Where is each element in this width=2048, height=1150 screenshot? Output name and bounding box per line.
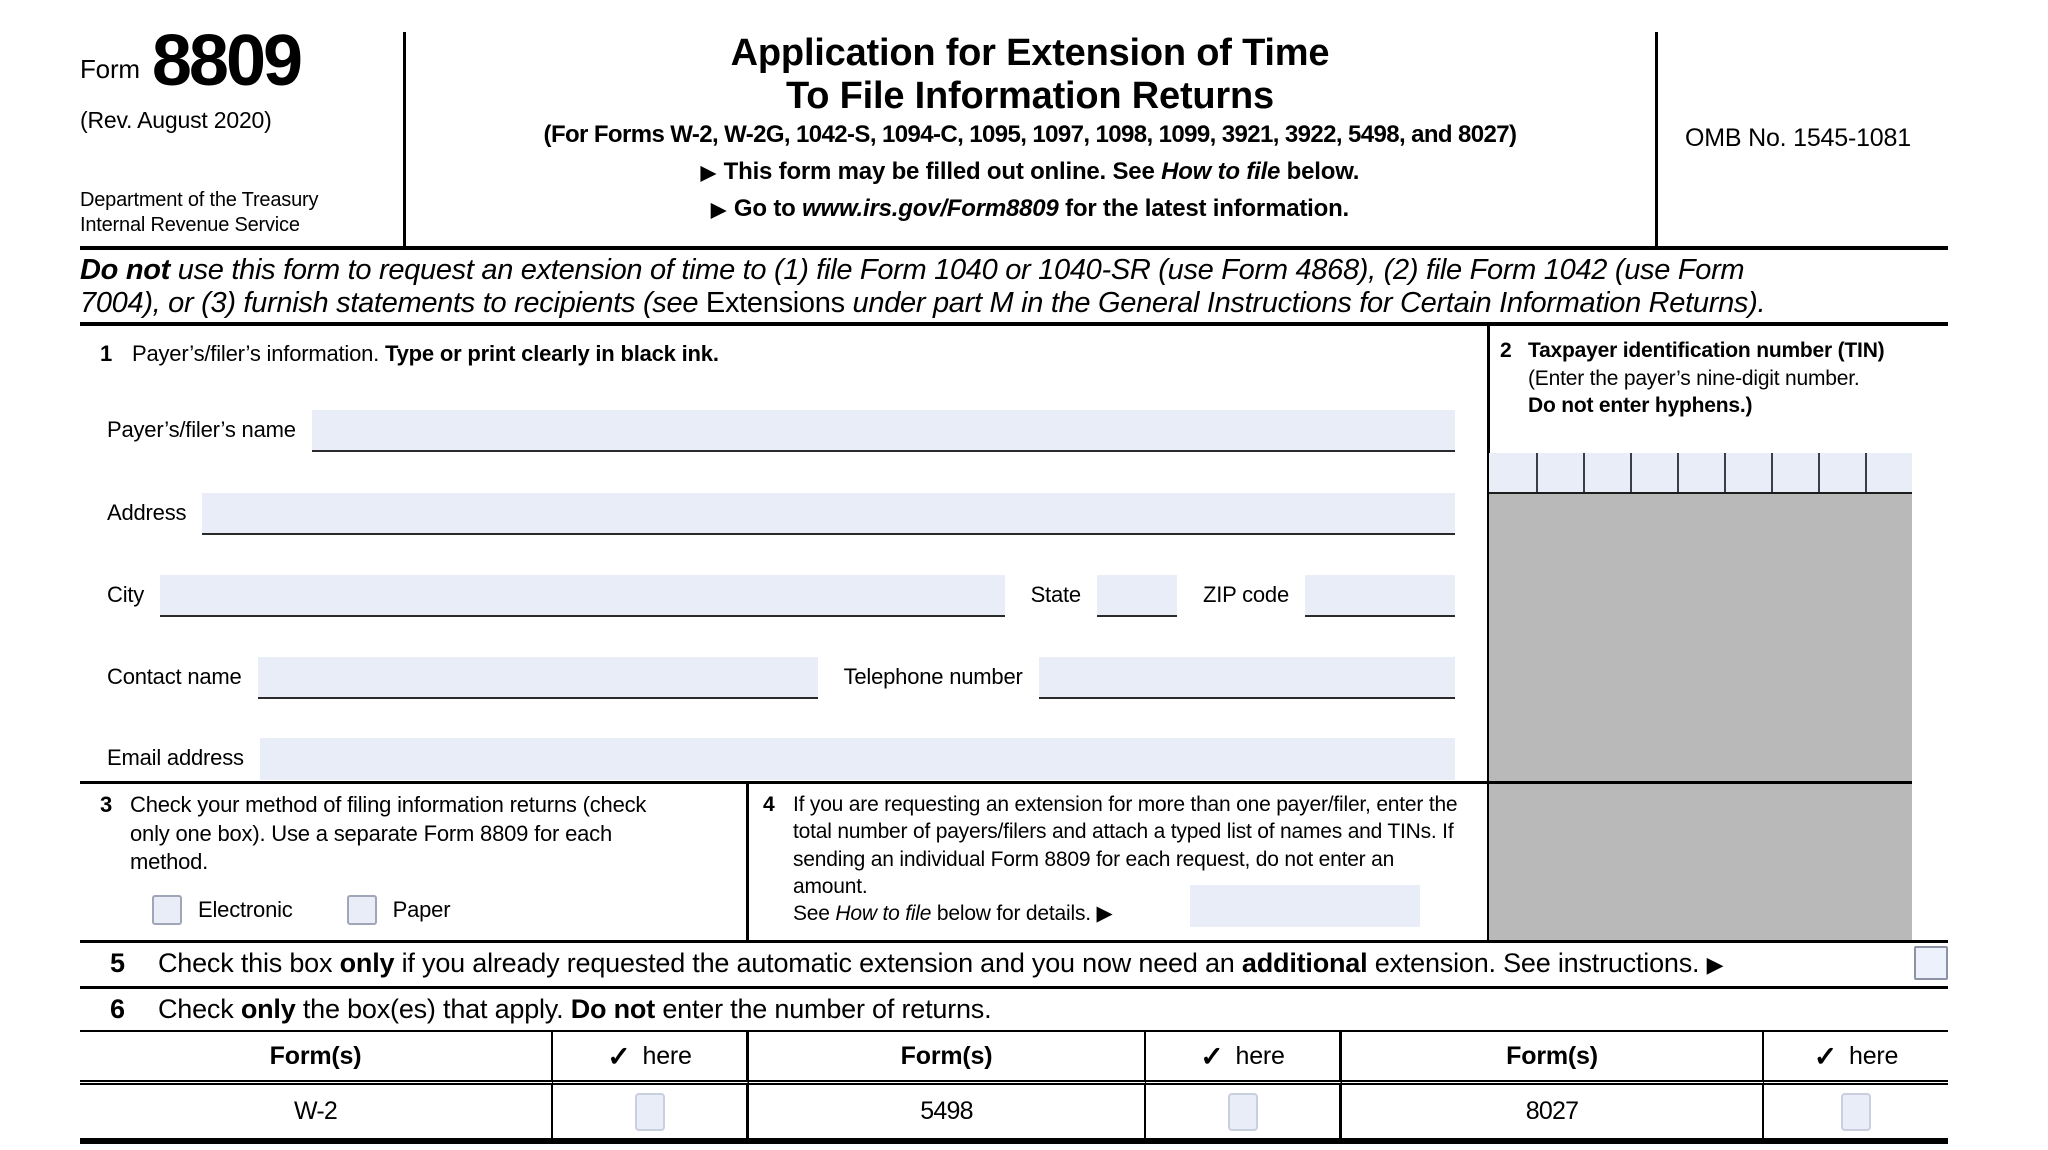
notice-line-1-text: use this form to request an extension of time to (1) file Form 1040 or 1040-SR (use Form 4868), (2) file Form 1042 (use Form	[177, 254, 1745, 286]
section-4-number: 4	[763, 793, 775, 816]
line-5-number: 5	[110, 947, 125, 978]
contact-phone-row	[107, 657, 1455, 699]
section-3-text: Check your method of filing information returns (check only one box). Use a separate Form 8809 for each method.	[130, 792, 647, 875]
section-4-see: See	[793, 902, 830, 926]
agency-line-1: Department of the Treasury	[80, 189, 319, 211]
city-input[interactable]	[160, 575, 1004, 617]
tin-instruction: (Enter the payer’s nine-digit number.	[1528, 366, 1860, 390]
right-arrow-icon: ▶	[1706, 951, 1724, 977]
form-number-line	[80, 21, 392, 101]
telephone-input[interactable]	[1039, 657, 1455, 699]
payer-name-row	[107, 410, 1455, 452]
state-input[interactable]	[1097, 575, 1177, 617]
shaded-panel	[1489, 492, 1912, 940]
payer-name-input[interactable]	[312, 410, 1455, 452]
section-3-4-top-rule	[80, 781, 1912, 784]
form-check-cell	[1764, 1085, 1948, 1144]
tin-cell[interactable]	[1677, 453, 1724, 492]
right-arrow-icon: ▶	[710, 199, 726, 222]
line-5-t3: extension. See instructions.	[1374, 947, 1700, 978]
checkmark-icon: ✓	[1200, 1040, 1224, 1072]
contact-name-input[interactable]	[258, 657, 818, 699]
header-agency-block	[80, 21, 392, 244]
line-5-top-rule	[80, 940, 1948, 943]
checkmark-icon: ✓	[607, 1040, 631, 1072]
address-label: Address	[107, 500, 187, 525]
section-2-header	[1500, 337, 1930, 420]
form-number: 8809	[151, 21, 301, 101]
zip-label: ZIP code	[1202, 582, 1289, 607]
forms-check-table	[80, 1030, 1948, 1144]
tin-cell[interactable]	[1536, 453, 1583, 492]
check-here-column-header	[1146, 1032, 1342, 1085]
payers-count-input[interactable]	[1190, 885, 1420, 927]
line-5-t2: if you already requested the automatic extension and you now need an	[401, 947, 1235, 978]
section-2-number: 2	[1500, 339, 1512, 362]
header-divider-right	[1655, 32, 1658, 246]
form-word: Form	[80, 54, 140, 85]
form-check-cell	[553, 1085, 749, 1144]
section-1-label: Payer’s/filer’s information.	[132, 341, 380, 366]
line-5-bold-only: only	[339, 947, 395, 978]
tin-cell[interactable]	[1583, 453, 1630, 492]
notice-line-1	[80, 254, 1952, 287]
bullet-1-text: This form may be filled out online. See	[723, 158, 1155, 186]
header-bullet-2	[412, 195, 1648, 223]
form-name-cell: 8027	[1342, 1085, 1764, 1144]
form-name-cell: 5498	[749, 1085, 1146, 1144]
section-2-text	[1528, 337, 1884, 420]
electronic-checkbox[interactable]	[152, 895, 182, 925]
line-6-bold-only: only	[240, 993, 296, 1024]
section-1-title	[132, 341, 719, 367]
forms-column-header: Form(s)	[1342, 1032, 1764, 1085]
line-6-t1: Check	[158, 993, 234, 1024]
tin-instruction-bold: Do not enter hyphens.)	[1528, 394, 1753, 418]
notice-line-2-text: 7004), or (3) furnish statements to recipients (see	[80, 287, 699, 320]
additional-extension-checkbox[interactable]	[1914, 946, 1948, 980]
notice-line-2-tail: under part M in the General Instructions for Certain Information Returns).	[852, 287, 1766, 320]
section-4-body: If you are requesting an extension for more than one payer/filer, enter the total number of payers/filers and attach a typed list of names and TINs. If sending an individual Form 8809 for each request, do not enter an amount.	[793, 793, 1458, 898]
line-6-top-rule	[80, 986, 1948, 989]
header-rule	[80, 246, 1948, 250]
section-3	[100, 791, 660, 877]
form-5498-checkbox[interactable]	[1228, 1093, 1258, 1131]
email-input[interactable]	[260, 738, 1455, 780]
bullet-2-text: Go to	[733, 195, 796, 223]
agency-line-2: Internal Revenue Service	[80, 214, 300, 236]
section-1-header	[100, 341, 719, 367]
telephone-label: Telephone number	[843, 664, 1023, 689]
section-3-number: 3	[100, 792, 113, 817]
line-5-t1: Check this box	[158, 947, 333, 978]
check-here-word: here	[642, 1041, 692, 1070]
header-divider-left	[403, 32, 406, 246]
tin-title: Taxpayer identification number (TIN)	[1528, 339, 1885, 362]
electronic-label: Electronic	[198, 897, 293, 922]
city-label: City	[107, 582, 145, 607]
notice-roman-word: Extensions	[705, 287, 845, 320]
forms-column-header: Form(s)	[80, 1032, 553, 1085]
right-arrow-icon: ▶	[700, 162, 716, 185]
form-url-link[interactable]: www.irs.gov/Form8809	[802, 195, 1059, 223]
line-6-t3: enter the number of returns.	[662, 993, 992, 1024]
tin-input[interactable]	[1489, 453, 1912, 492]
right-arrow-icon: ▶	[1096, 902, 1113, 926]
tin-cell[interactable]	[1865, 453, 1912, 492]
notice-rule	[80, 322, 1948, 326]
form-title-line-2: To File Information Returns	[786, 74, 1274, 117]
section-3-4-divider	[746, 783, 749, 940]
header-bullet-1	[412, 158, 1648, 186]
line-6-bold-do-not: Do not	[570, 993, 656, 1024]
omb-number: OMB No. 1545-1081	[1685, 123, 1911, 152]
line-5-bold-additional: additional	[1241, 947, 1368, 978]
email-label: Email address	[107, 745, 244, 770]
line-6-t2: the box(es) that apply.	[302, 993, 564, 1024]
zip-input[interactable]	[1305, 575, 1455, 617]
section-1-label-bold: Type or print clearly in black ink.	[385, 341, 719, 366]
section-4-see-tail: below for details.	[936, 902, 1091, 926]
check-here-column-header	[1764, 1032, 1948, 1085]
agency-lines	[80, 188, 392, 244]
tin-cell[interactable]	[1818, 453, 1865, 492]
line-6-number: 6	[110, 993, 125, 1024]
address-row	[107, 493, 1455, 535]
check-here-column-header	[553, 1032, 749, 1085]
do-not-notice	[80, 254, 1952, 321]
header-title-block	[412, 32, 1648, 244]
contact-name-label: Contact name	[107, 664, 242, 689]
form-8027-checkbox[interactable]	[1841, 1093, 1871, 1131]
payer-name-label: Payer’s/filer’s name	[107, 417, 296, 442]
form-revision: (Rev. August 2020)	[80, 107, 272, 134]
notice-line-2	[80, 287, 1952, 320]
form-subtitle: (For Forms W-2, W-2G, 1042-S, 1094-C, 1095, 1097, 1098, 1099, 3921, 3922, 5498, and 8027)	[543, 121, 1517, 149]
address-input[interactable]	[202, 493, 1455, 535]
line-5-row	[80, 946, 1948, 980]
bullet-1-emphasis: How to file	[1161, 158, 1281, 186]
check-here-word: here	[1235, 1041, 1285, 1070]
forms-column-header: Form(s)	[749, 1032, 1146, 1085]
section-4-see-emphasis: How to file	[835, 902, 932, 926]
tin-cell[interactable]	[1630, 453, 1677, 492]
checkmark-icon: ✓	[1813, 1040, 1837, 1072]
paper-label: Paper	[392, 897, 451, 922]
form-w2-checkbox[interactable]	[635, 1093, 665, 1131]
form-name-cell: W-2	[80, 1085, 553, 1144]
form-check-cell	[1146, 1085, 1342, 1144]
state-label: State	[1030, 582, 1081, 607]
paper-checkbox[interactable]	[347, 895, 377, 925]
tin-cell[interactable]	[1489, 453, 1536, 492]
section-1-number: 1	[100, 341, 113, 366]
city-state-zip-row	[107, 575, 1455, 617]
line-6-text	[158, 994, 1948, 1025]
tin-cell[interactable]	[1724, 453, 1771, 492]
check-here-word: here	[1849, 1041, 1899, 1070]
notice-bold-lead: Do not	[80, 254, 171, 286]
filing-method-options	[152, 895, 450, 925]
line-5-text	[158, 948, 1900, 979]
email-row	[107, 738, 1455, 780]
bullet-2-tail: for the latest information.	[1065, 195, 1350, 223]
omb-block	[1663, 32, 1948, 244]
tin-cell[interactable]	[1771, 453, 1818, 492]
line-6-row	[80, 991, 1948, 1027]
form-title-line-1: Application for Extension of Time	[730, 32, 1330, 74]
bullet-1-tail: below.	[1286, 158, 1360, 186]
